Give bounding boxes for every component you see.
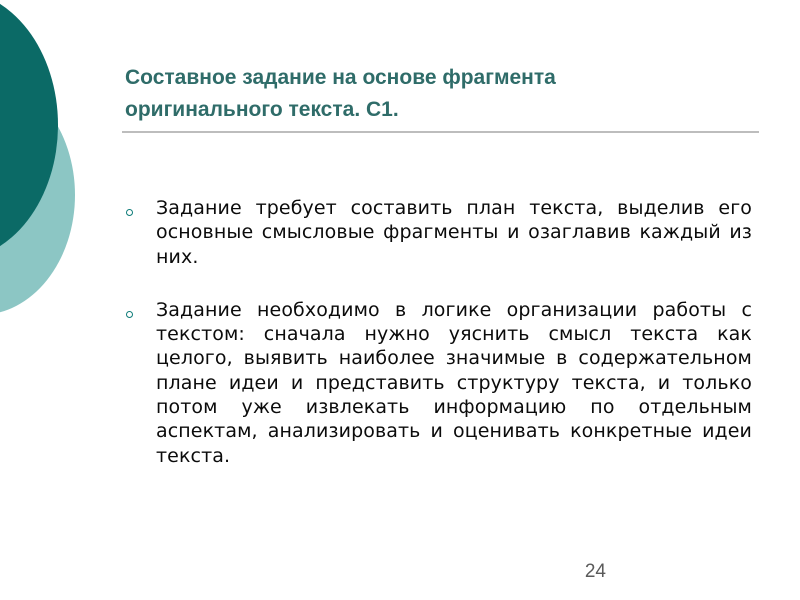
title-divider: [122, 131, 759, 133]
bullet-item: [126, 196, 754, 269]
bullet-text: Задание необходимо в логике организации работы с текстом: сначала нужно уяснить смысл текста как целого, выявить наиболее значимые в содержательном плане идеи и представить структуру текста, и только потом уже извлекать информацию по отдельным аспектам, анализировать и оценивать конкретные идеи текста.: [156, 298, 752, 467]
bullet-item: [126, 298, 754, 468]
page-title: [125, 62, 685, 126]
bullet-text: Задание требует составить план текста, выделив его основные смысловые фрагменты и озаглавив каждый из них.: [156, 197, 752, 268]
title-line-2: оригинального текста. С1.: [125, 98, 399, 121]
hollow-circle-icon: [126, 311, 133, 318]
title-line-1: Составное задание на основе фрагмента: [125, 66, 556, 89]
page-number: 24: [584, 561, 606, 582]
bullet-list: [126, 196, 754, 497]
hollow-circle-icon: [126, 209, 133, 216]
